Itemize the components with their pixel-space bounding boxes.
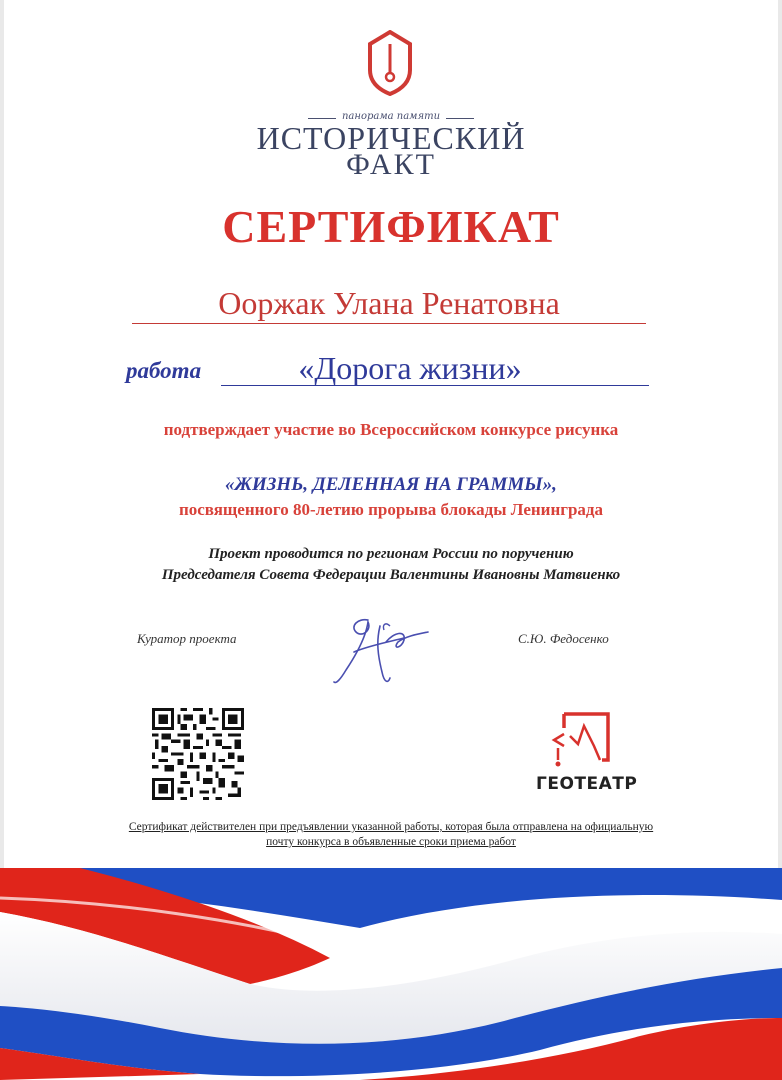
partner-name: ГЕОТЕАТР bbox=[536, 774, 638, 794]
work-title: «Дорога жизни» bbox=[298, 350, 522, 386]
footnote-line1: Сертификат действителен при предъявлении указанной работы, которая была отправлена на официальную bbox=[128, 821, 654, 833]
curator-label: Куратор проекта bbox=[137, 631, 237, 646]
footnote bbox=[0, 820, 782, 850]
russian-flag-ribbons bbox=[0, 868, 782, 1080]
dedication-text: посвященного 80-летию прорыва блокады Ленинграда bbox=[178, 500, 604, 519]
tagline bbox=[0, 104, 782, 120]
handwritten-signature bbox=[328, 612, 432, 688]
geoteatr-logo-icon bbox=[540, 710, 630, 772]
confirmation-text: подтверждает участие во Всероссийском конкурсе рисунка bbox=[163, 420, 619, 439]
project-note-line1: Проект проводится по регионам России по поручению bbox=[208, 546, 574, 562]
project-note-line2: Председателя Совета Федерации Валентины Ивановны Матвиенко bbox=[161, 567, 621, 583]
shield-clock-icon bbox=[366, 30, 414, 96]
footnote-line2: почту конкурса в объявленные сроки приема работ bbox=[266, 836, 516, 848]
qr-code[interactable] bbox=[152, 708, 244, 800]
contest-name: «ЖИЗНЬ, ДЕЛЕННАЯ НА ГРАММЫ», bbox=[225, 474, 557, 495]
certificate-title: СЕРТИФИКАТ bbox=[222, 201, 560, 252]
work-label: работа bbox=[126, 358, 202, 383]
tagline-text: панорама памяти bbox=[306, 111, 476, 122]
curator-name: С.Ю. Федосенко bbox=[518, 631, 609, 646]
brand-title-line1: ИСТОРИЧЕСКИЙ bbox=[256, 120, 526, 156]
brand-title-line2: ФАКТ bbox=[346, 148, 436, 181]
recipient-name: Ооржак Улана Ренатовна bbox=[218, 285, 560, 321]
